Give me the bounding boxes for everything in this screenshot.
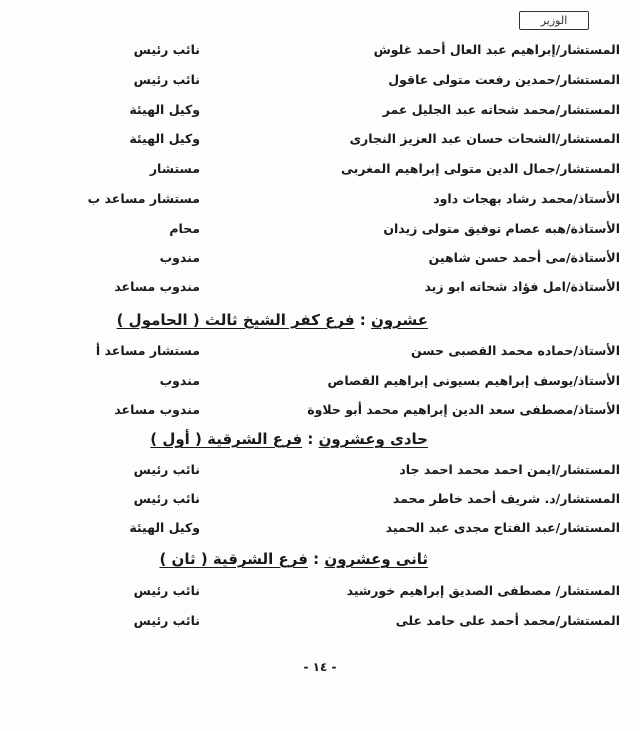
person-name: المستشار/عبد الفتاح مجدى عبد الحميد <box>385 520 620 535</box>
section-branch: فرع الشرقية ( ثان ) <box>159 550 308 568</box>
person-role: مندوب مساعد <box>114 279 200 294</box>
list-item <box>80 462 620 484</box>
person-name: المستشار/محمد شحاته عبد الجليل عمر <box>382 102 620 117</box>
person-name: الأستاذة/امل فؤاد شحاته ابو زيد <box>424 279 620 294</box>
person-role: نائب رئيس <box>133 42 200 57</box>
person-role: محام <box>169 221 200 236</box>
person-name: المستشار/د. شريف أحمد خاطر محمد <box>392 491 620 506</box>
list-item <box>80 161 620 183</box>
person-name: الأستاذ/حماده محمد القصبى حسن <box>411 343 620 358</box>
list-item <box>80 279 620 301</box>
person-role: مندوب مساعد <box>114 402 200 417</box>
list-item <box>80 343 620 365</box>
list-item <box>80 402 620 424</box>
person-role: نائب رئيس <box>133 491 200 506</box>
person-role: نائب رئيس <box>133 583 200 598</box>
person-name: المستشار/إبراهيم عبد العال أحمد غلوش <box>373 42 620 57</box>
section-heading <box>150 430 428 448</box>
person-name: المستشار/جمال الدين متولى إبراهيم المغربى <box>341 161 620 176</box>
person-name: الأستاذ/محمد رشاد بهجات داود <box>433 191 620 206</box>
person-name: المستشار/حمدين رفعت متولى عاقول <box>388 72 620 87</box>
person-role: مستشار مساعد ب <box>87 191 200 206</box>
list-item <box>80 102 620 124</box>
person-role: مندوب <box>159 373 200 388</box>
list-item <box>80 613 620 635</box>
list-item <box>80 583 620 605</box>
list-item <box>80 520 620 542</box>
person-name: الأستاذة/مى أحمد حسن شاهين <box>428 250 620 265</box>
person-role: وكيل الهيئة <box>129 131 200 146</box>
page-number: - ١٤ - <box>303 660 337 674</box>
person-role: وكيل الهيئة <box>129 520 200 535</box>
person-role: مستشار <box>149 161 200 176</box>
section-number: ثانى وعشرون <box>324 550 428 568</box>
section-branch: فرع الشرقية ( أول ) <box>150 430 303 448</box>
header-tag: الوزير <box>519 11 589 30</box>
list-item <box>80 72 620 94</box>
section-number: عشرون <box>371 311 428 329</box>
person-role: نائب رئيس <box>133 613 200 628</box>
section-heading <box>117 311 428 329</box>
section-separator: : <box>302 430 319 448</box>
list-item <box>80 491 620 513</box>
section-branch: فرع كفر الشيخ ثالث ( الحامول ) <box>116 311 355 329</box>
list-item <box>80 250 620 272</box>
person-name: الأستاذ/يوسف إبراهيم بسيونى إبراهيم القصاص <box>327 373 620 388</box>
list-item <box>80 221 620 243</box>
list-item <box>80 373 620 395</box>
section-heading <box>159 550 428 568</box>
person-role: نائب رئيس <box>133 462 200 477</box>
person-name: المستشار/محمد أحمد على حامد على <box>395 613 620 628</box>
person-role: وكيل الهيئة <box>129 102 200 117</box>
section-separator: : <box>307 550 325 568</box>
person-role: نائب رئيس <box>133 72 200 87</box>
list-item <box>80 42 620 64</box>
person-name: المستشار/الشحات حسان عبد العزيز النجارى <box>349 131 620 146</box>
person-name: الأستاذة/هبه عصام توفيق متولى زيدان <box>383 221 620 236</box>
person-role: مندوب <box>159 250 200 265</box>
person-role: مستشار مساعد أ <box>95 343 200 358</box>
person-name: المستشار/ مصطفى الصديق إبراهيم خورشيد <box>346 583 620 598</box>
list-item <box>80 191 620 213</box>
person-name: المستشار/ايمن احمد محمد احمد جاد <box>399 462 620 477</box>
section-separator: : <box>354 311 372 329</box>
person-name: الأستاذ/مصطفى سعد الدين إبراهيم محمد أبو حلاوة <box>307 402 620 417</box>
section-number: حادى وعشرون <box>318 430 428 448</box>
list-item <box>80 131 620 153</box>
